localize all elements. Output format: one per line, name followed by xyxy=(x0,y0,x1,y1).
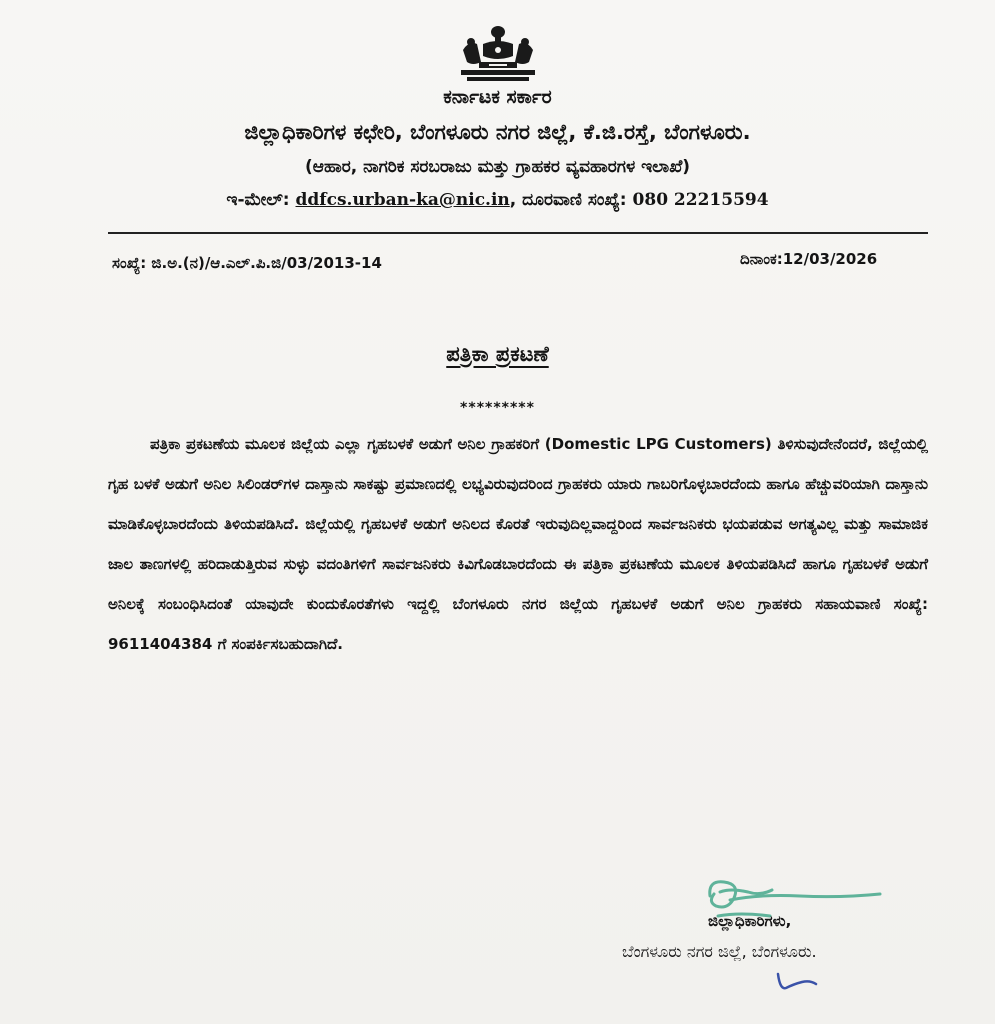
header-divider xyxy=(108,232,928,234)
office-heading: ಜಿಲ್ಲಾಧಿಕಾರಿಗಳ ಕಛೇರಿ, ಬೆಂಗಳೂರು ನಗರ ಜಿಲ್ಲೆ, ಕೆ.ಜಿ.ರಸ್ತೆ, ಬೆಂಗಳೂರು. xyxy=(244,120,751,144)
title-text: ಪತ್ರಿಕಾ ಪ್ರಕಟಣೆ xyxy=(446,342,549,366)
body-paragraph: ಪತ್ರಿಕಾ ಪ್ರಕಟಣೆಯ ಮೂಲಕ ಜಿಲ್ಲೆಯ ಎಲ್ಲಾ ಗೃಹಬಳಕೆ ಅಡುಗೆ ಅನಿಲ ಗ್ರಾಹಕರಿಗೆ (Domestic LPG Customers) ತಿಳಿಸುವುದೇನೆಂದರೆ, ಜಿಲ್ಲೆಯಲ್ಲಿ ಗೃಹ ಬಳಕೆ ಅಡುಗೆ ಅನಿಲ ಸಿಲಿಂಡರ್‌ಗಳ ದಾಸ್ತಾನು ಸಾಕಷ್ಟು ಪ್ರಮಾಣದಲ್ಲಿ ಲಭ್ಯವಿರುವುದರಿಂದ ಗ್ರಾಹಕರು ಯಾರು ಗಾಬರಿಗೊಳ್ಳಬಾರದೆಂದು ಹಾಗೂ ಹೆಚ್ಚುವರಿಯಾಗಿ ದಾಸ್ತಾನು ಮಾಡಿಕೊಳ್ಳಬಾರದೆಂದು ತಿಳಿಯಪಡಿಸಿದೆ. ಜಿಲ್ಲೆಯಲ್ಲಿ ಗೃಹಬಳಕೆ ಅಡುಗೆ ಅನಿಲದ ಕೊರತೆ ಇರುವುದಿಲ್ಲವಾದ್ದರಿಂದ ಸಾರ್ವಜನಿಕರು ಭಯಪಡುವ ಅಗತ್ಯವಿಲ್ಲ ಮತ್ತು ಸಾಮಾಜಿಕ ಜಾಲ ತಾಣಗಳಲ್ಲಿ ಹರಿದಾಡುತ್ತಿರುವ ಸುಳ್ಳು ವದಂತಿಗಳಿಗೆ ಸಾರ್ವಜನಿಕರು ಕಿವಿಗೊಡಬಾರದೆಂದು ಈ ಪತ್ರಿಕಾ ಪ್ರಕಟಣೆಯ ಮೂಲಕ ತಿಳಿಯಪಡಿಸಿದೆ ಹಾಗೂ ಗೃಹಬಳಕೆ ಅಡುಗೆ ಅನಿಲಕ್ಕೆ ಸಂಬಂಧಿಸಿದಂತೆ ಯಾವುದೇ ಕುಂದುಕೊರತೆಗಳು ಇದ್ದಲ್ಲಿ ಬೆಂಗಳೂರು ನಗರ ಜಿಲ್ಲೆಯ ಗೃಹಬಳಕೆ ಅಡುಗೆ ಅನಿಲ ಗ್ರಾಹಕರು ಸಹಾಯವಾಣಿ ಸಂಖ್ಯೆ: 9611404384 ಗೆ ಸಂಪರ್ಕಿಸಬಹುದಾಗಿದೆ. xyxy=(108,435,928,653)
reference-number: ಸಂಖ್ಯೆ: ಜಿ.ಅ.(ನ)/ಆ.ಎಲ್.ಪಿ.ಜಿ/03/2013-14 xyxy=(112,254,382,272)
signatory-place: ಬೆಂಗಳೂರು ನಗರ ಜಿಲ್ಲೆ, ಬೆಂಗಳೂರು. xyxy=(622,942,817,961)
phone-number: 080 22215594 xyxy=(632,190,769,210)
initial-mark-icon xyxy=(772,966,822,996)
separator-stars: ********* xyxy=(460,400,535,416)
page-title xyxy=(0,342,995,367)
state-government-heading: ಕರ್ನಾಟಕ ಸರ್ಕಾರ xyxy=(443,86,552,108)
contact-line xyxy=(0,190,995,210)
department-heading: (ಆಹಾರ, ನಾಗರಿಕ ಸರಬರಾಜು ಮತ್ತು ಗ್ರಾಹಕರ ವ್ಯವಹಾರಗಳ ಇಲಾಖೆ) xyxy=(304,157,691,177)
document-date: ದಿನಾಂಕ:12/03/2026 xyxy=(740,250,878,268)
email-label: ಇ-ಮೇಲ್: xyxy=(226,190,296,210)
email-address: ddfcs.urban-ka@nic.in xyxy=(295,190,510,210)
phone-label: , ದೂರವಾಣಿ ಸಂಖ್ಯೆ: xyxy=(509,190,633,210)
karnataka-emblem-icon xyxy=(455,22,541,86)
signatory-designation: ಜಿಲ್ಲಾಧಿಕಾರಿಗಳು, xyxy=(708,912,792,930)
